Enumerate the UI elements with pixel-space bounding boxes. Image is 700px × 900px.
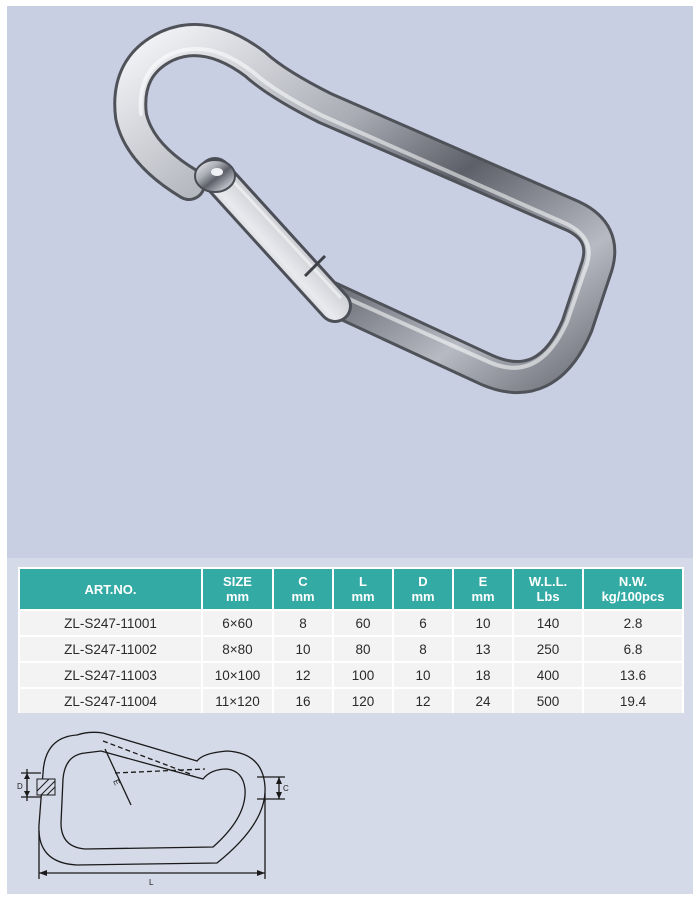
arrow-d-bottom	[24, 791, 30, 797]
table-header-row	[19, 568, 683, 610]
cell-size: 11×120	[202, 688, 273, 714]
header-l: L mm	[333, 568, 393, 610]
cell-size: 6×60	[202, 610, 273, 636]
cell-c: 12	[273, 662, 333, 688]
cell-art-no: ZL-S247-11002	[19, 636, 202, 662]
carabiner-photo	[7, 6, 693, 558]
cell-size: 10×100	[202, 662, 273, 688]
cell-e: 24	[453, 688, 513, 714]
cell-wll: 250	[513, 636, 583, 662]
cell-e: 13	[453, 636, 513, 662]
table-row	[19, 688, 683, 714]
header-size: SIZE mm	[202, 568, 273, 610]
cell-c: 16	[273, 688, 333, 714]
dimension-line-l	[39, 793, 265, 879]
cell-l: 120	[333, 688, 393, 714]
arrow-c-bottom	[276, 792, 282, 799]
cell-art-no: ZL-S247-11004	[19, 688, 202, 714]
cell-c: 10	[273, 636, 333, 662]
table-row	[19, 636, 683, 662]
header-nw: N.W. kg/100pcs	[583, 568, 683, 610]
spec-table-panel	[7, 558, 693, 713]
cell-art-no: ZL-S247-11001	[19, 610, 202, 636]
cell-e: 18	[453, 662, 513, 688]
cell-d: 8	[393, 636, 453, 662]
cell-l: 60	[333, 610, 393, 636]
arrow-l-right	[257, 870, 265, 876]
dimension-line-c	[257, 777, 285, 799]
cell-l: 100	[333, 662, 393, 688]
cell-c: 8	[273, 610, 333, 636]
header-wll: W.L.L. Lbs	[513, 568, 583, 610]
gate-highlight	[221, 168, 341, 298]
label-c: C	[283, 784, 289, 793]
header-d: D mm	[393, 568, 453, 610]
cell-art-no: ZL-S247-11003	[19, 662, 202, 688]
arrow-l-left	[39, 870, 47, 876]
header-c: C mm	[273, 568, 333, 610]
cell-d: 10	[393, 662, 453, 688]
product-photo-panel	[7, 6, 693, 558]
cell-wll: 140	[513, 610, 583, 636]
cell-nw: 6.8	[583, 636, 683, 662]
cell-wll: 500	[513, 688, 583, 714]
rivet-highlight	[211, 168, 223, 176]
drawing-inner-outline	[61, 751, 245, 849]
header-art-no: ART.NO.	[19, 568, 202, 610]
label-l: L	[149, 878, 154, 887]
cell-e: 10	[453, 610, 513, 636]
label-e: E	[111, 778, 122, 787]
table-row	[19, 662, 683, 688]
cell-size: 8×80	[202, 636, 273, 662]
cell-wll: 400	[513, 662, 583, 688]
cell-nw: 13.6	[583, 662, 683, 688]
header-e: E mm	[453, 568, 513, 610]
drawing-gate-dashed-2	[115, 769, 205, 773]
cell-d: 12	[393, 688, 453, 714]
carabiner-dimension-drawing	[7, 713, 693, 894]
spring-gate	[215, 174, 335, 306]
dimension-line-e	[105, 749, 131, 805]
label-d: D	[17, 782, 23, 791]
cell-nw: 19.4	[583, 688, 683, 714]
cell-l: 80	[333, 636, 393, 662]
table-row	[19, 610, 683, 636]
spec-table	[18, 567, 684, 715]
technical-drawing-panel	[7, 713, 693, 894]
arrow-c-top	[276, 777, 282, 784]
arrow-d-top	[24, 773, 30, 779]
cell-nw: 2.8	[583, 610, 683, 636]
drawing-outer-outline	[39, 732, 265, 865]
hinge-rivet	[195, 160, 235, 192]
cell-d: 6	[393, 610, 453, 636]
